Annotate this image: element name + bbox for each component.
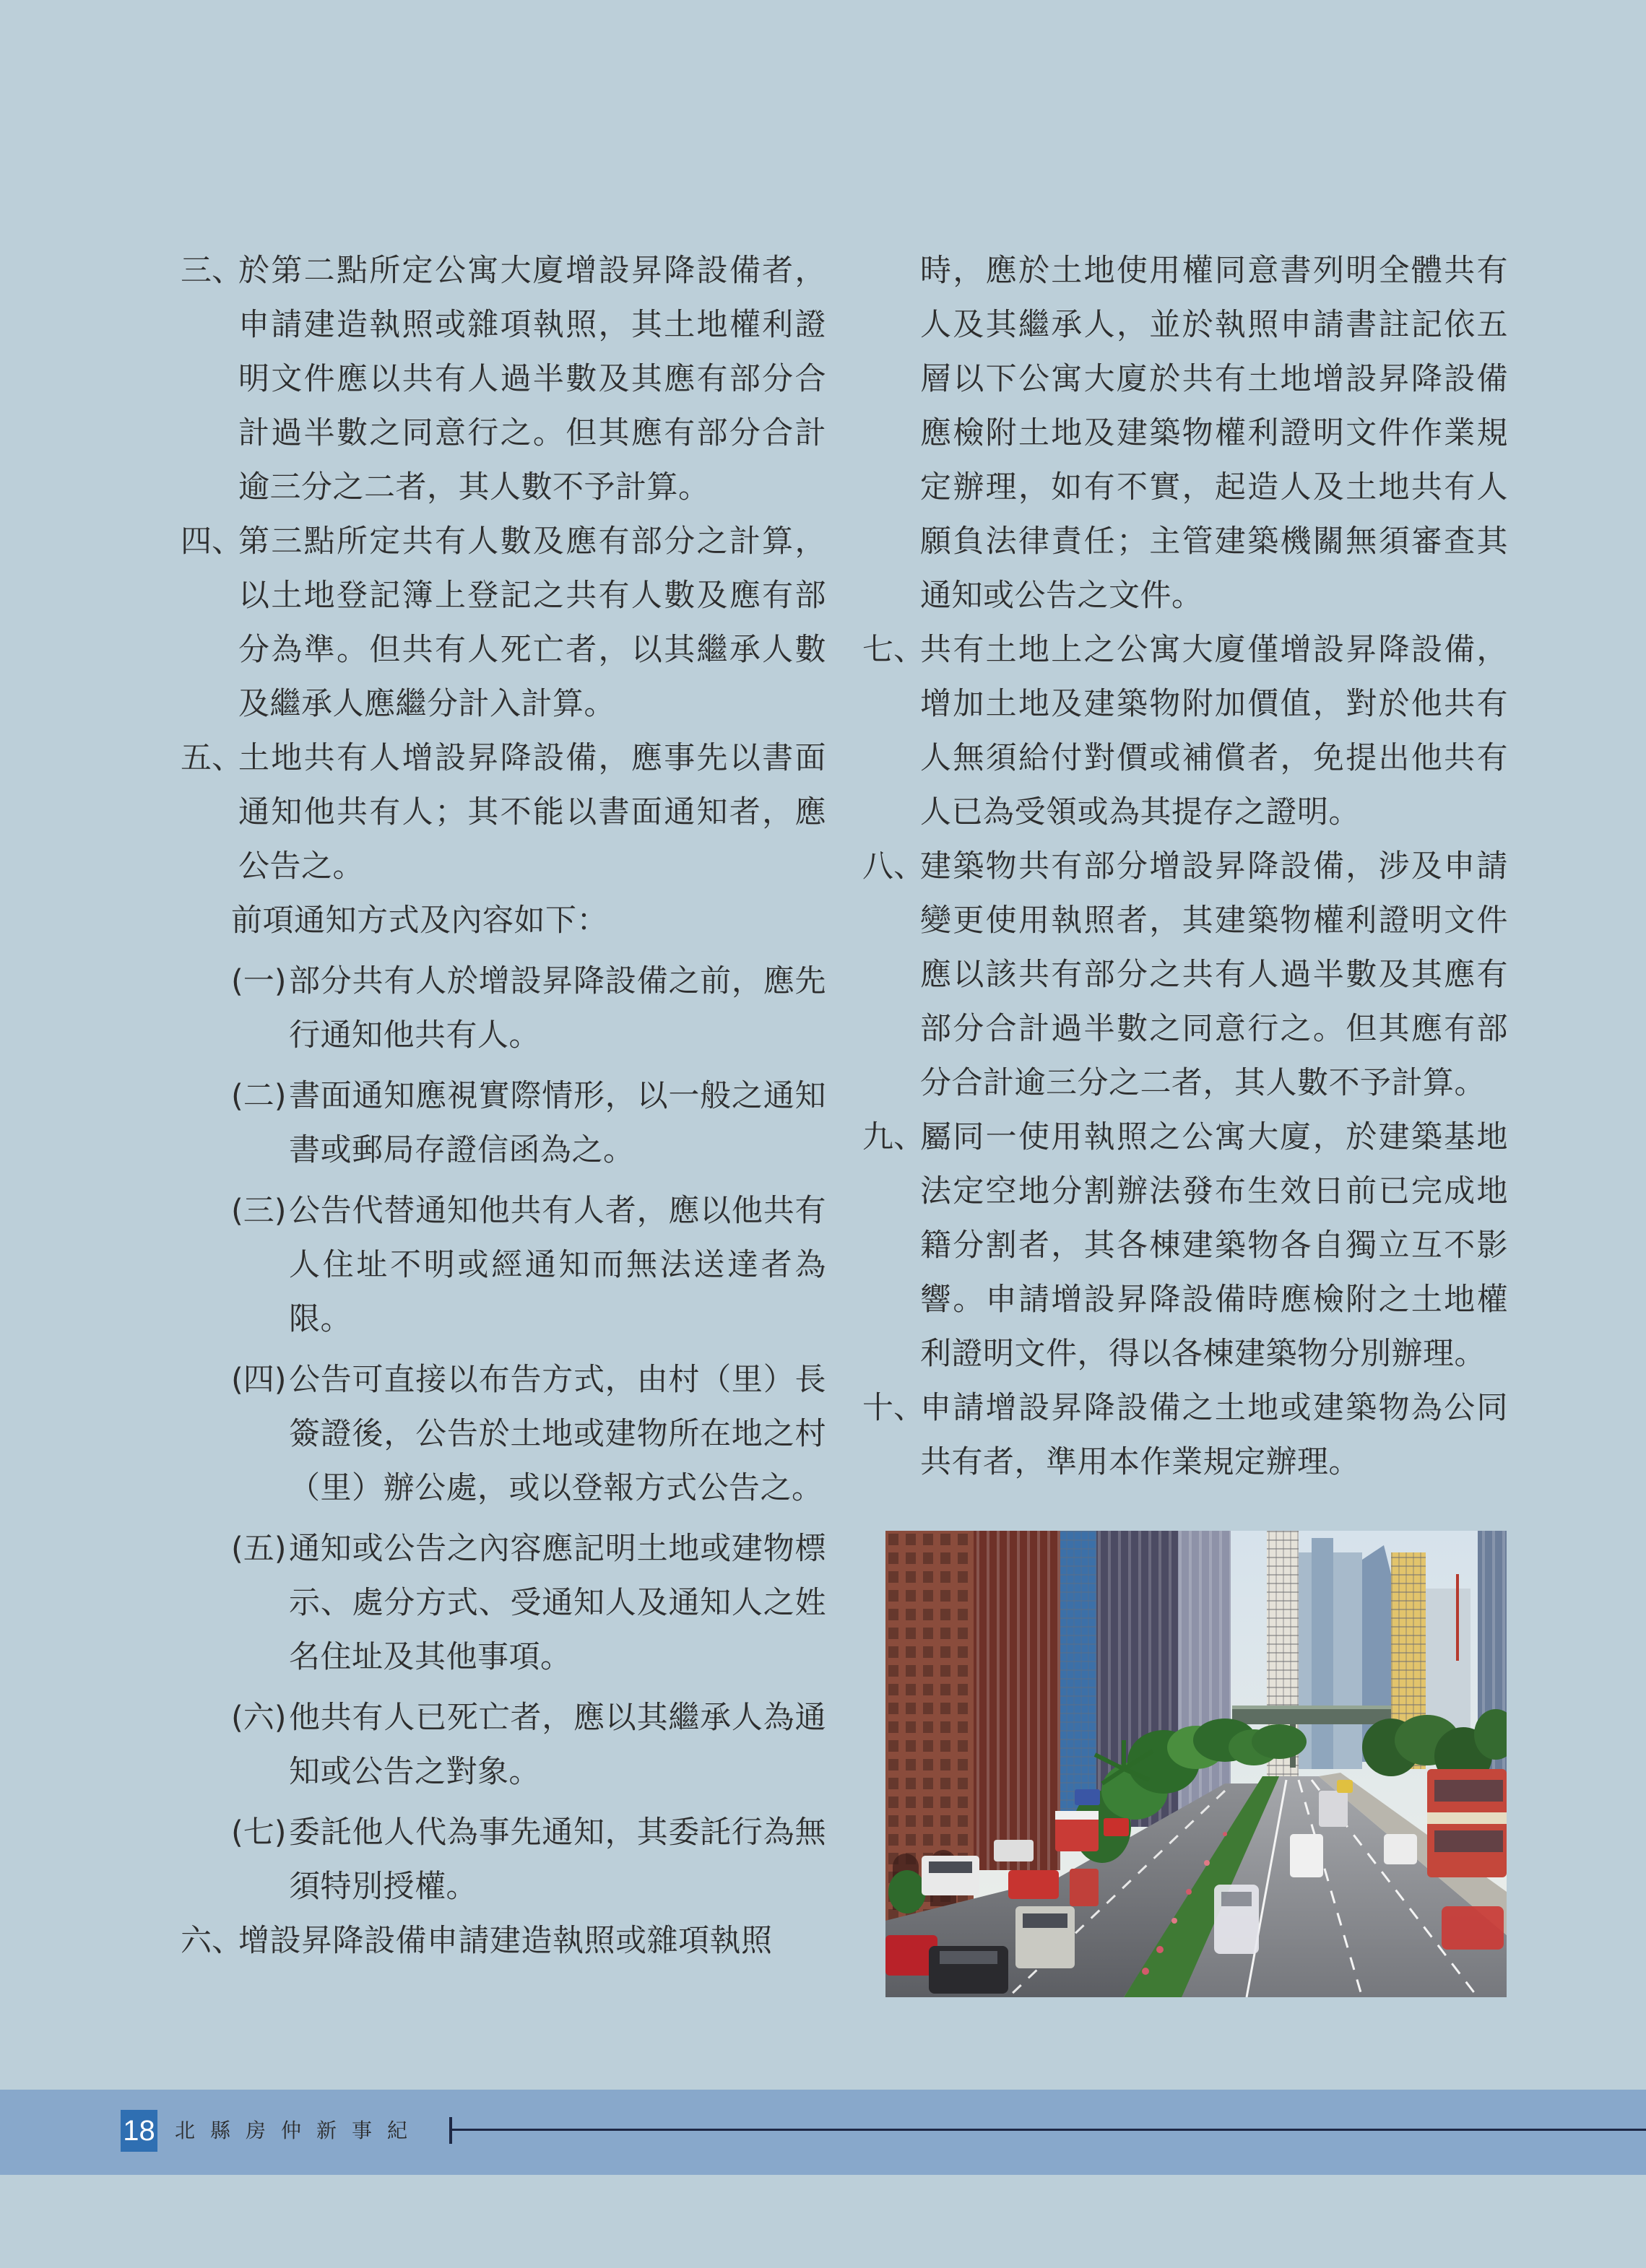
text-line: 於第二點所定公寓大廈增設昇降設備者， [238,253,826,289]
clause-number: 十、 [862,1390,924,1426]
sub-clause-number: (五) [231,1531,287,1567]
text-line: 分合計逾三分之二者，其人數不予計算。 [920,1065,1486,1101]
sub-clause [181,1522,826,1685]
text-line: 人無須給付對價或補償者，免提出他共有 [920,740,1508,776]
text-line: 書或郵局存證信函為之。 [289,1132,635,1168]
clause [181,244,826,515]
text-line: 計過半數之同意行之。但其應有部分合計 [238,415,826,451]
text-line: 籍分割者，其各棟建築物各自獨立互不影 [920,1228,1508,1264]
clause-number: 四、 [181,523,243,560]
text-line: 限。 [289,1301,352,1337]
text-line: 法定空地分割辦法發布生效日前已完成地 [920,1173,1508,1209]
text-line: 通知或公告之文件。 [920,578,1203,614]
text-line: 及繼承人應繼分計入計算。 [238,686,615,722]
text-line: 名住址及其他事項。 [289,1639,572,1675]
text-line: 書面通知應視實際情形，以一般之通知 [289,1078,826,1114]
text-line: 行通知他共有人。 [289,1017,540,1053]
clause-first-line [181,731,826,786]
clause-first-line [181,244,826,298]
text-line: 公告可直接以布告方式，由村（里）長 [289,1362,826,1398]
sub-clause [181,1806,826,1914]
sub-clause [181,955,826,1063]
text-line: 利證明文件，得以各棟建築物分別辦理。 [920,1336,1486,1372]
text-line: 願負法律責任；主管建築機關無須審查其 [920,523,1508,560]
text-line: 增設昇降設備申請建造執照或雜項執照 [238,1923,773,1959]
text-line: 分為準。但共有人死亡者，以其繼承人數 [238,632,826,668]
clause-note: 前項通知方式及內容如下： [231,903,608,939]
sub-clause-number: (二) [231,1078,287,1114]
text-line: 響。申請增設昇降設備時應檢附之土地權 [920,1282,1508,1318]
clause [862,840,1508,1111]
clause [862,623,1508,840]
sub-clause-number: (四) [231,1362,287,1398]
text-line: 部分共有人於增設昇降設備之前，應先 [289,963,826,999]
text-line: 須特別授權。 [289,1869,477,1905]
sub-clause-first-line [231,1522,826,1576]
text-line: 屬同一使用執照之公寓大廈，於建築基地 [920,1119,1508,1155]
page-number: 18 [121,2110,157,2152]
text-line: 建築物共有部分增設昇降設備，涉及申請 [920,848,1508,885]
text-line: 應檢附土地及建築物權利證明文件作業規 [920,415,1508,451]
text-line: 變更使用執照者，其建築物權利證明文件 [920,903,1508,939]
footer-rule-line [449,2129,1646,2131]
text-line: 他共有人已死亡者，應以其繼承人為通 [289,1700,826,1736]
clause-number: 五、 [181,740,243,776]
text-line: 公告之。 [238,848,364,885]
clause [862,1111,1508,1381]
clause [181,515,826,731]
clause [862,1381,1508,1490]
clause-number: 九、 [862,1119,924,1155]
text-line: 申請建造執照或雜項執照，其土地權利證 [238,307,826,343]
sub-clause-first-line [231,1069,826,1124]
right-text-column [862,244,1508,1490]
text-line: 人及其繼承人，並於執照申請書註記依五 [920,307,1508,343]
sub-clause-number: (六) [231,1700,287,1736]
sub-clause [181,1353,826,1516]
continued-clause [862,244,1508,623]
clause-number: 三、 [181,253,243,289]
text-line: 應以該共有部分之共有人過半數及其應有 [920,957,1508,993]
text-line: 委託他人代為事先通知，其委託行為無 [289,1815,826,1851]
sub-clause-first-line [231,955,826,1009]
sub-clause-number: (一) [231,963,287,999]
sub-clause-first-line [231,1806,826,1860]
text-line: 知或公告之對象。 [289,1754,540,1790]
text-line: 增加土地及建築物附加價值，對於他共有 [920,686,1508,722]
text-line: 部分合計過半數之同意行之。但其應有部 [920,1011,1508,1047]
clause-number: 七、 [862,632,924,668]
text-line: 人住址不明或經通知而無法送達者為 [289,1247,826,1283]
text-line: 逾三分之二者，其人數不予計算。 [238,469,710,505]
text-line: 時，應於土地使用權同意書列明全體共有 [920,253,1508,289]
city-street-photo [885,1531,1507,1997]
sub-clause-number: (三) [231,1193,287,1229]
sub-clause [181,1691,826,1799]
text-line: 土地共有人增設昇降設備，應事先以書面 [238,740,826,776]
text-line: 層以下公寓大廈於共有土地增設昇降設備 [920,361,1508,397]
sub-clause-number: (七) [231,1815,287,1851]
publication-title: 北縣房仲新事紀 [175,2119,423,2142]
clause-first-line [862,840,1508,894]
text-line: 第三點所定共有人數及應有部分之計算， [238,523,826,560]
clause-first-line [181,515,826,569]
text-line: 示、處分方式、受通知人及通知人之姓 [289,1585,826,1621]
sub-clause [181,1184,826,1347]
text-line: 共有土地上之公寓大廈僅增設昇降設備， [920,632,1508,668]
text-line: 人已為受領或為其提存之證明。 [920,794,1360,830]
text-line: （里）辦公處，或以登報方式公告之。 [289,1470,823,1506]
text-line: 通知他共有人；其不能以書面通知者，應 [238,794,826,830]
left-text-column [181,244,826,1968]
clause-number: 六、 [181,1923,243,1959]
clause [181,731,826,1914]
text-line: 明文件應以共有人過半數及其應有部分合 [238,361,826,397]
clause [181,1914,826,1968]
text-line: 通知或公告之內容應記明土地或建物標 [289,1531,826,1567]
text-line: 共有者，準用本作業規定辦理。 [920,1444,1360,1480]
sub-clause-first-line [231,1691,826,1745]
clause-first-line [862,623,1508,677]
clause-first-line [181,1914,826,1968]
text-line: 申請增設昇降設備之土地或建築物為公同 [920,1390,1508,1426]
text-line: 公告代替通知他共有人者，應以他共有 [289,1193,826,1229]
sub-clause-first-line [231,1184,826,1238]
clause-first-line [862,1381,1508,1435]
text-line: 簽證後，公告於土地或建物所在地之村 [289,1416,826,1452]
sub-clause [181,1069,826,1178]
clause-number: 八、 [862,848,924,885]
clause-first-line [862,1111,1508,1165]
text-line: 定辦理，如有不實，起造人及土地共有人 [920,469,1508,505]
text-line: 以土地登記簿上登記之共有人數及應有部 [238,578,826,614]
sub-clause-first-line [231,1353,826,1407]
